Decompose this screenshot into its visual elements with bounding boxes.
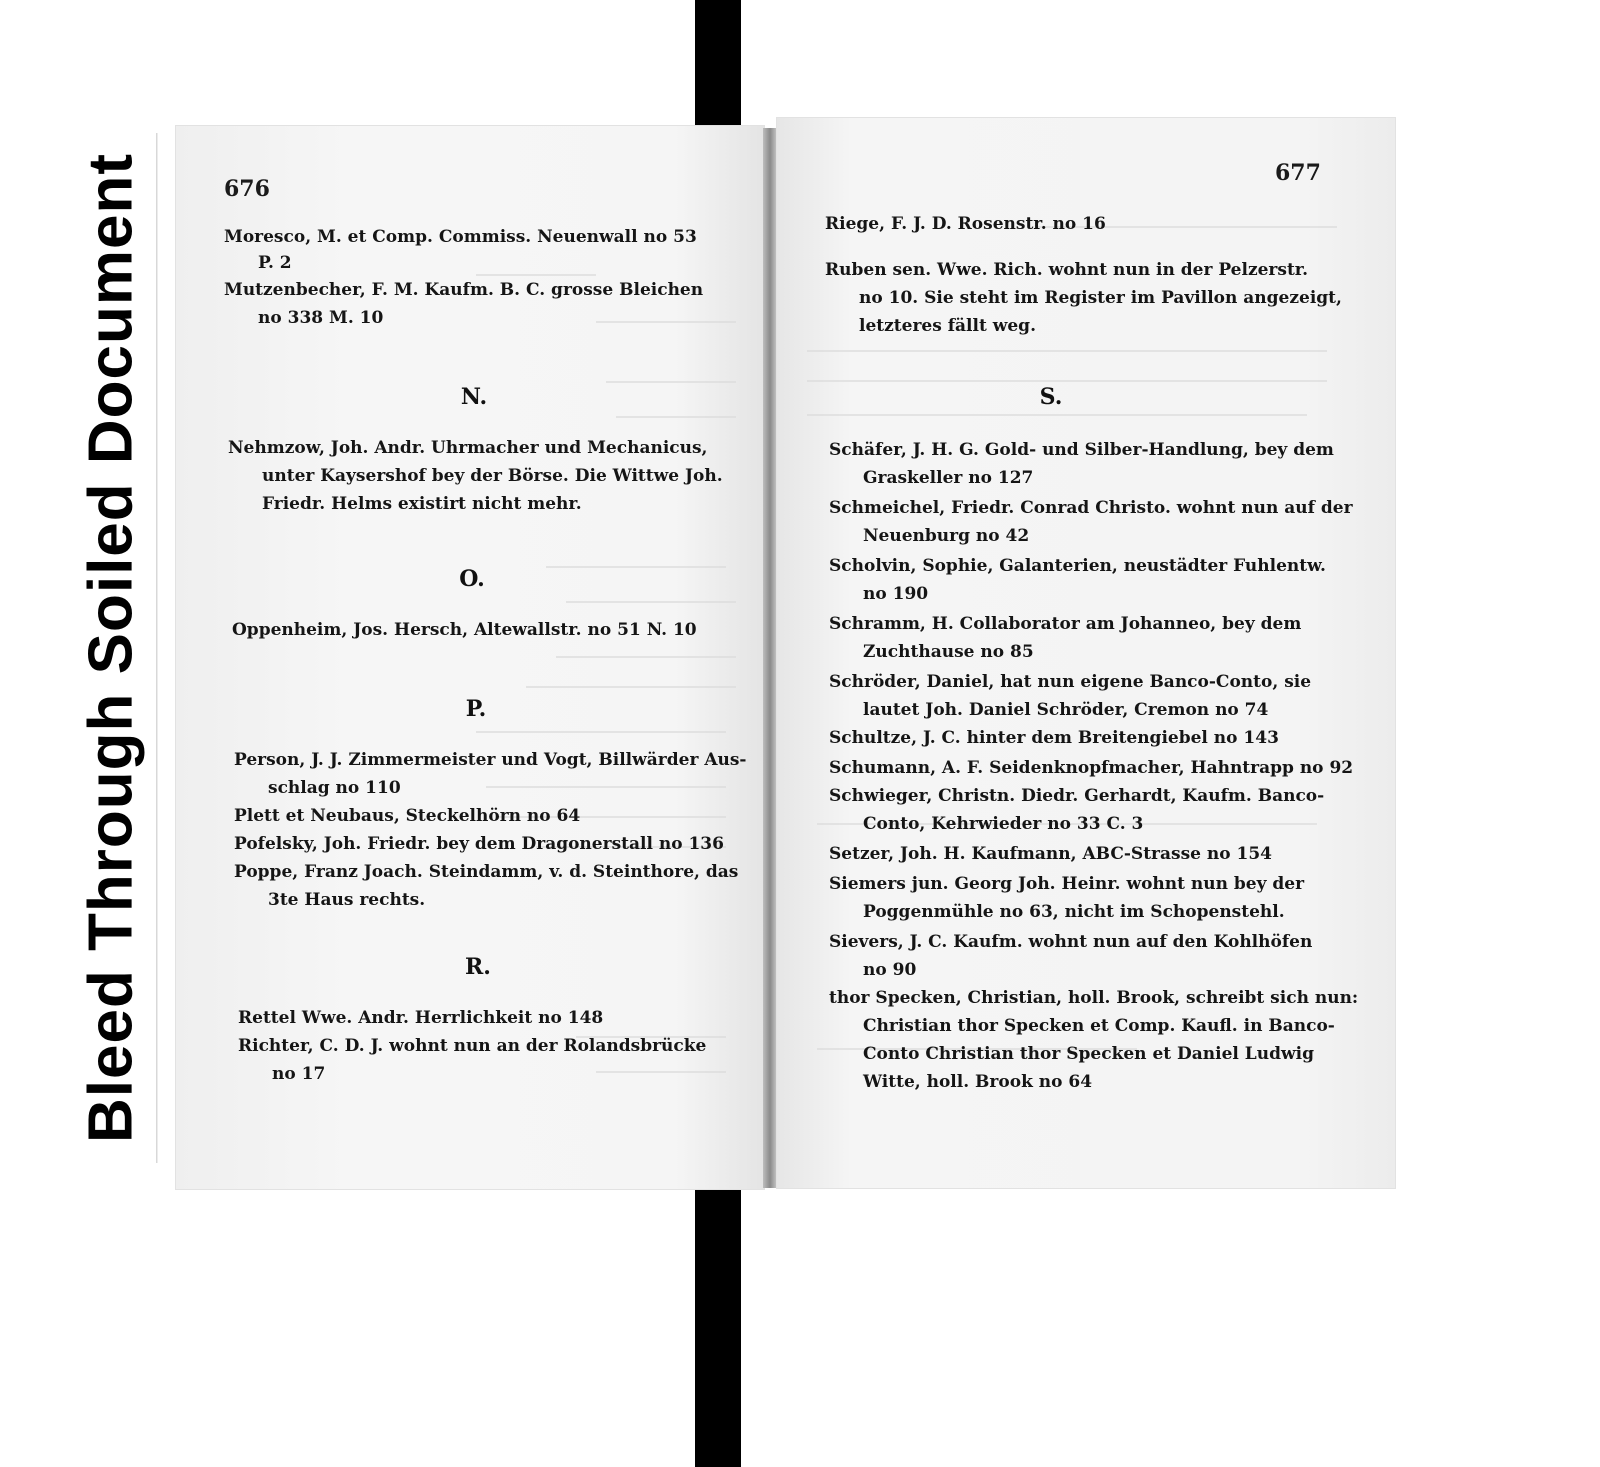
entry-plett: Plett et Neubaus, Steckelhörn no 64 bbox=[234, 806, 581, 826]
entry-nehmzow: Nehmzow, Joh. Andr. Uhrmacher und Mechanicus, unter Kaysershof bey der Börse. Die Wittwe Joh. Friedr. Helms existirt nicht mehr. bbox=[228, 438, 723, 514]
entry-moresco: Moresco, M. et Comp. Commiss. Neuenwall no 53 P. 2 bbox=[224, 227, 697, 273]
entry-sievers: Sievers, J. C. Kaufm. wohnt nun auf den Kohlhöfen no 90 bbox=[829, 932, 1313, 980]
page-number-right: 677 bbox=[1275, 160, 1321, 186]
book-gutter bbox=[763, 128, 777, 1188]
entry-richter: Richter, C. D. J. wohnt nun an der Rolandsbrücke no 17 bbox=[238, 1036, 707, 1084]
entry-person: Person, J. J. Zimmermeister und Vogt, Billwärder Aus- schlag no 110 bbox=[234, 750, 747, 798]
book-strap-top bbox=[695, 0, 741, 133]
entry-scholvin: Scholvin, Sophie, Galanterien, neustädter Fuhlentw. no 190 bbox=[829, 556, 1326, 604]
entry-schaefer: Schäfer, J. H. G. Gold- und Silber-Handlung, bey dem Graskeller no 127 bbox=[829, 440, 1334, 488]
entry-mutzenbecher: Mutzenbecher, F. M. Kaufm. B. C. grosse Bleichen no 338 M. 10 bbox=[224, 280, 704, 328]
book-strap-bottom bbox=[695, 1185, 741, 1467]
section-heading-p: P. bbox=[465, 696, 487, 722]
entry-schumann: Schumann, A. F. Seidenknopfmacher, Hahntrapp no 92 bbox=[829, 758, 1354, 778]
page-number-left: 676 bbox=[224, 176, 270, 202]
entry-poppe: Poppe, Franz Joach. Steindamm, v. d. Steinthore, das 3te Haus rechts. bbox=[234, 862, 739, 910]
entry-thor-specken: thor Specken, Christian, holl. Brook, schreibt sich nun: Christian thor Specken et Comp. Kaufl. in Banco- Conto Christian thor Specken et Daniel Ludwig Witte, holl. Brook no 64 bbox=[829, 988, 1359, 1092]
left-page bbox=[176, 126, 764, 1189]
side-label-card bbox=[66, 133, 157, 1163]
side-label-text: Bleed Through Soiled Document bbox=[76, 152, 146, 1144]
entry-siemers: Siemers jun. Georg Joh. Heinr. wohnt nun bey der Poggenmühle no 63, nicht im Schopenstehl. bbox=[829, 874, 1305, 922]
entry-rettel: Rettel Wwe. Andr. Herrlichkeit no 148 bbox=[238, 1008, 604, 1028]
entry-schultze: Schultze, J. C. hinter dem Breitengiebel no 143 bbox=[829, 728, 1279, 748]
section-heading-o: O. bbox=[459, 566, 485, 592]
entry-pofelsky: Pofelsky, Joh. Friedr. bey dem Dragonerstall no 136 bbox=[234, 834, 724, 854]
entry-riege: Riege, F. J. D. Rosenstr. no 16 bbox=[825, 214, 1106, 234]
entry-ruben: Ruben sen. Wwe. Rich. wohnt nun in der Pelzerstr. no 10. Sie steht im Register im Pavillon angezeigt, letzteres fällt weg. bbox=[825, 260, 1342, 336]
section-heading-r: R. bbox=[465, 954, 491, 980]
entry-oppenheim: Oppenheim, Jos. Hersch, Altewallstr. no 51 N. 10 bbox=[232, 620, 697, 640]
entry-setzer: Setzer, Joh. H. Kaufmann, ABC-Strasse no 154 bbox=[829, 844, 1273, 864]
entry-schwieger: Schwieger, Christn. Diedr. Gerhardt, Kaufm. Banco- Conto, Kehrwieder no 33 C. 3 bbox=[829, 786, 1325, 834]
entry-schroeder: Schröder, Daniel, hat nun eigene Banco-Conto, sie lautet Joh. Daniel Schröder, Cremon no 74 bbox=[829, 672, 1312, 720]
right-page bbox=[777, 118, 1395, 1188]
entry-schmeichel: Schmeichel, Friedr. Conrad Christo. wohnt nun auf der Neuenburg no 42 bbox=[829, 498, 1353, 546]
section-heading-n: N. bbox=[460, 384, 488, 410]
entry-schramm: Schramm, H. Collaborator am Johanneo, bey dem Zuchthause no 85 bbox=[829, 614, 1302, 662]
section-heading-s: S. bbox=[1039, 384, 1063, 410]
